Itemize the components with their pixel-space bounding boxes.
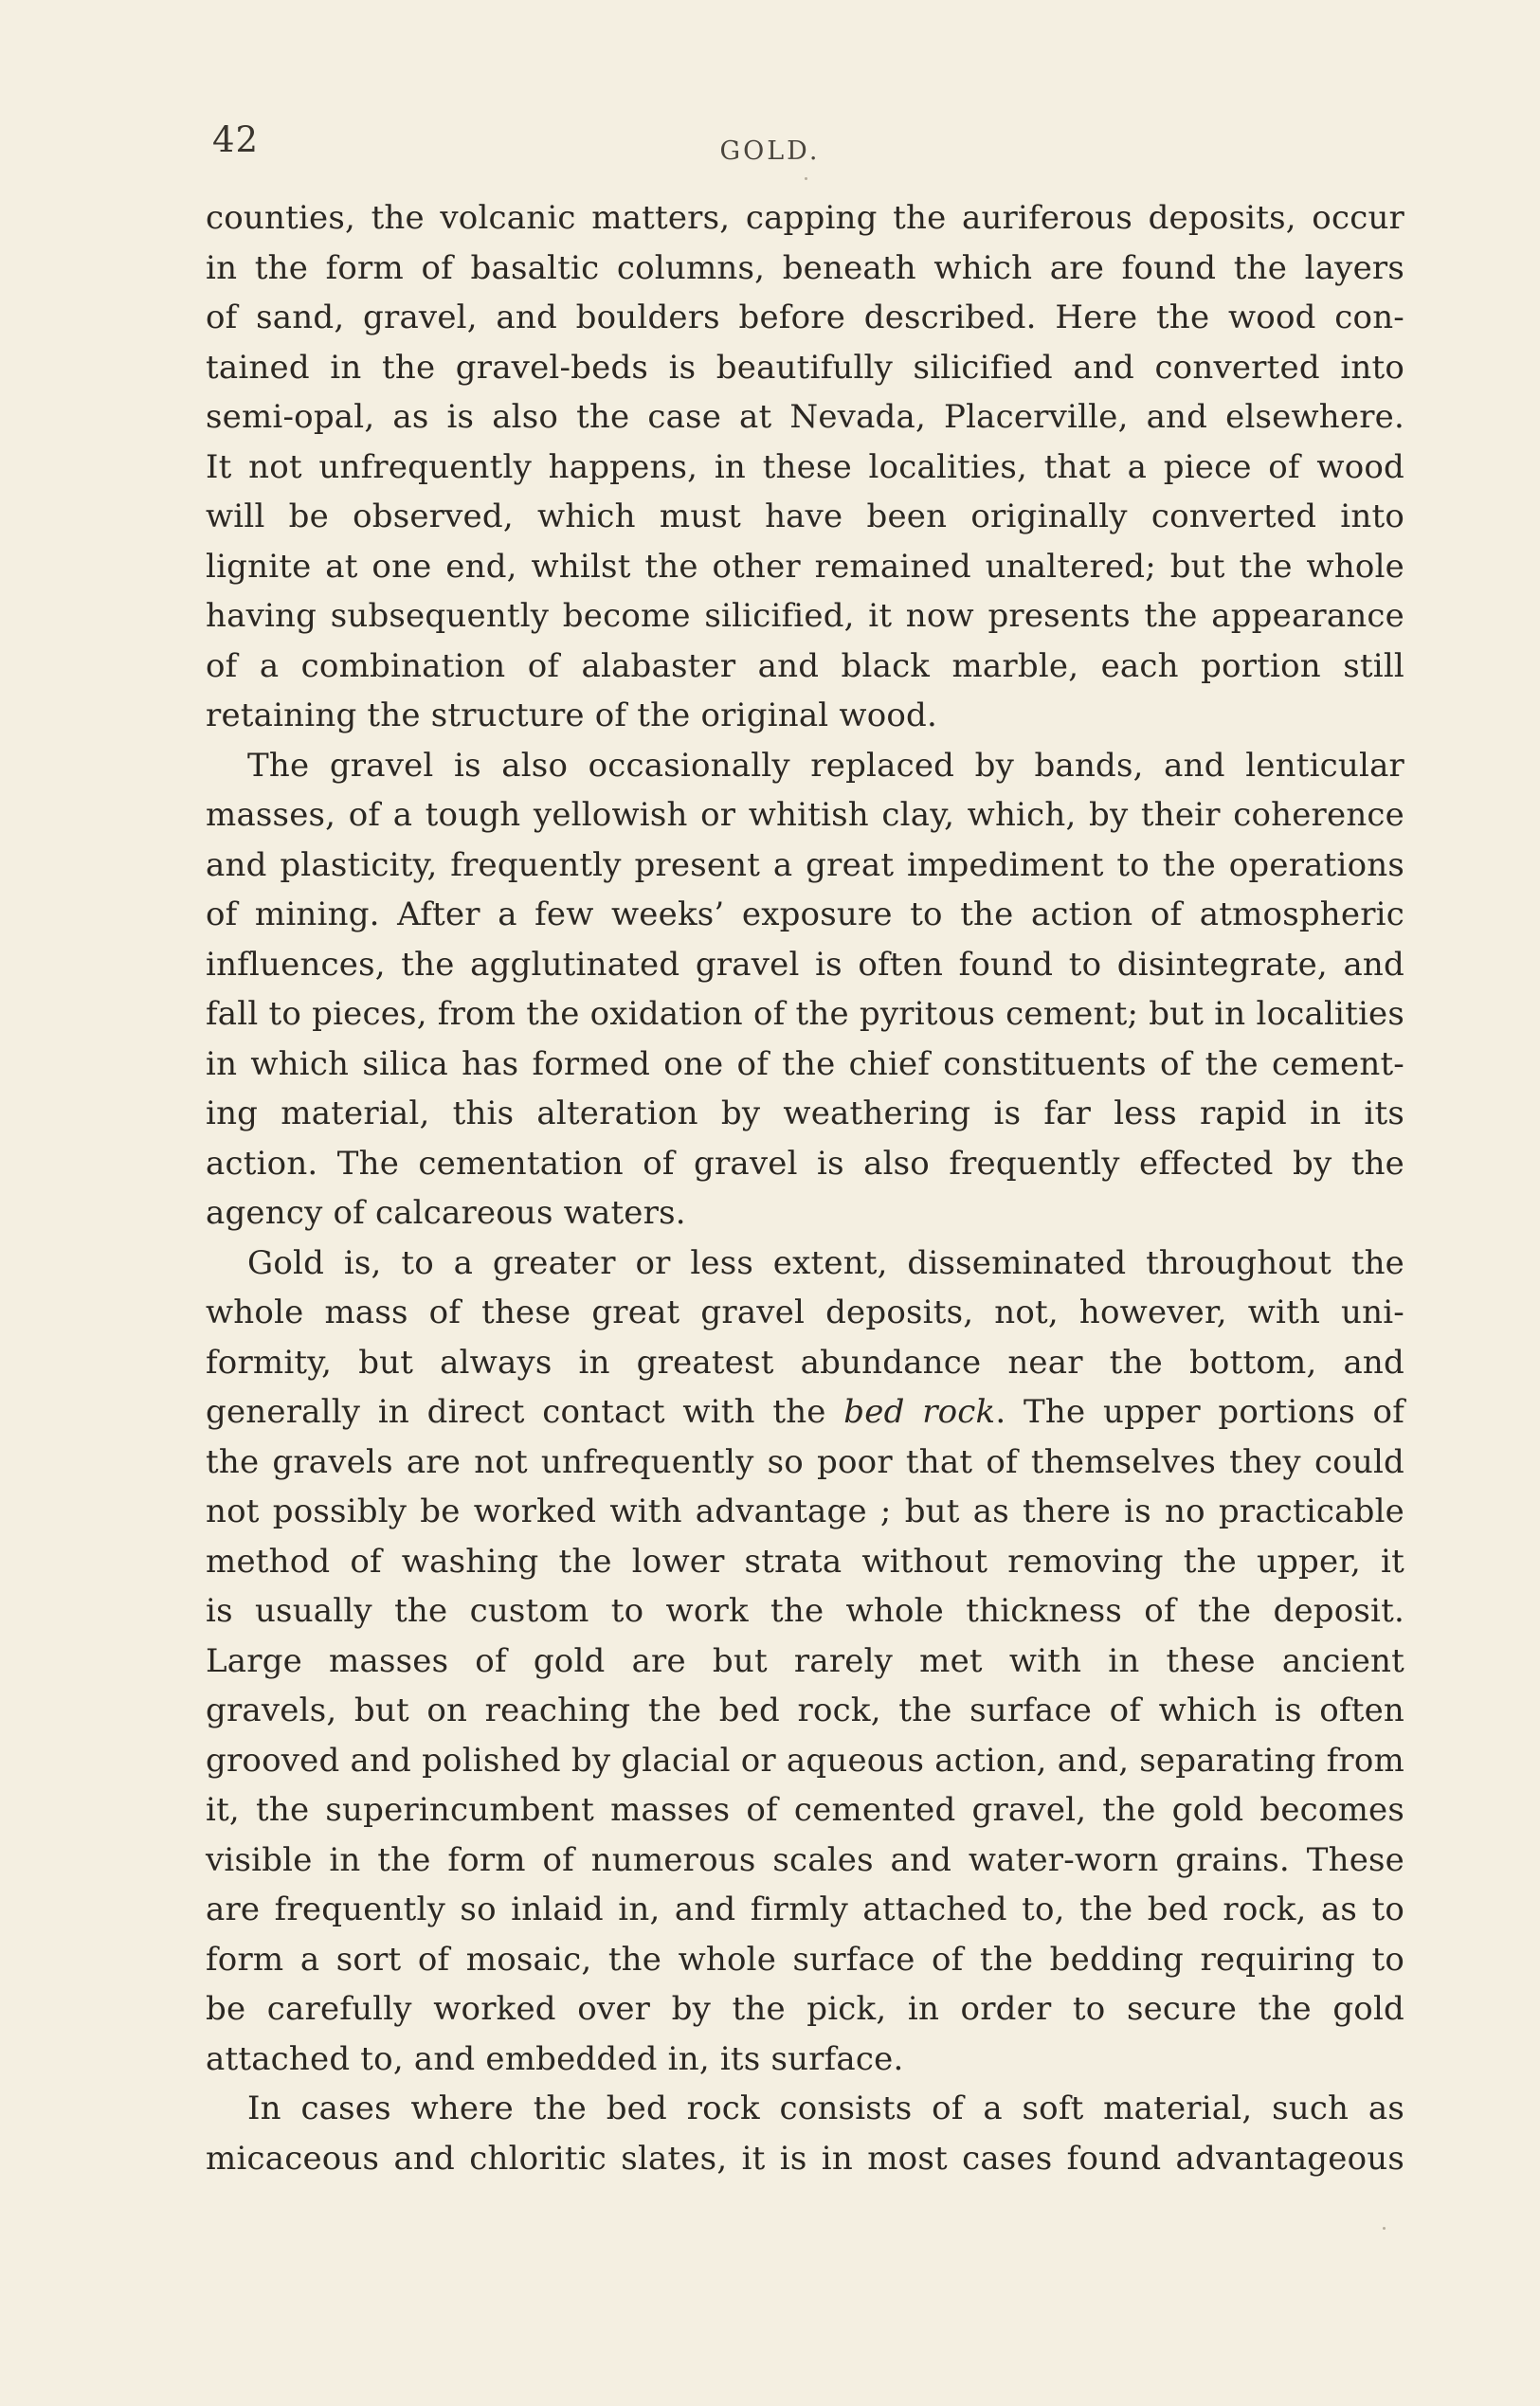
- text-line: formity, but always in greatest abundance near the bottom, and: [206, 1343, 1404, 1382]
- paper-speck: [1383, 2227, 1386, 2230]
- text-line: in which silica has formed one of the chief constituents of the cement-: [206, 1044, 1404, 1083]
- text-line: are frequently so inlaid in, and firmly attached to, the bed rock, as to: [206, 1890, 1404, 1928]
- text-line: masses, of a tough yellowish or whitish clay, which, by their coherence: [206, 796, 1404, 834]
- text-line: attached to, and embedded in, its surface.: [206, 2039, 904, 2078]
- body-text: [206, 193, 1404, 2183]
- text-line: The gravel is also occasionally replaced by bands, and lenticular: [247, 746, 1404, 785]
- text-line: ing material, this alteration by weathering is far less rapid in its: [206, 1094, 1404, 1132]
- text-line: having subsequently become silicified, it now presents the appearance: [206, 597, 1404, 635]
- text-line: influences, the agglutinated gravel is often found to disintegrate, and: [206, 945, 1404, 984]
- text-line: agency of calcareous waters.: [206, 1194, 686, 1232]
- text-line: lignite at one end, whilst the other remained unaltered; but the whole: [206, 547, 1404, 586]
- text-line: micaceous and chloritic slates, it is in most cases found advantageous: [206, 2139, 1404, 2178]
- text-line: Large masses of gold are but rarely met with in these ancient: [206, 1641, 1404, 1680]
- text-line: visible in the form of numerous scales and water-worn grains. These: [206, 1840, 1404, 1879]
- text-line: whole mass of these great gravel deposits, not, however, with uni-: [206, 1293, 1404, 1331]
- text-line: the gravels are not unfrequently so poor that of themselves they could: [206, 1442, 1404, 1481]
- text-line: method of washing the lower strata without removing the upper, it: [206, 1542, 1404, 1581]
- paper-speck: [805, 177, 807, 180]
- text-line: in the form of basaltic columns, beneath which are found the layers: [206, 248, 1404, 287]
- text-line: tained in the gravel-beds is beautifully silicified and converted into: [206, 348, 1404, 387]
- running-title: GOLD.: [719, 136, 821, 166]
- text-line: gravels, but on reaching the bed rock, the surface of which is often: [206, 1691, 1404, 1729]
- text-line: of a combination of alabaster and black marble, each portion still: [206, 646, 1404, 685]
- text-line: Gold is, to a greater or less extent, disseminated throughout the: [247, 1243, 1404, 1282]
- text-line: form a sort of mosaic, the whole surface of the bedding requiring to: [206, 1940, 1404, 1979]
- text-line: counties, the volcanic matters, capping the auriferous deposits, occur: [206, 199, 1404, 237]
- text-line: It not unfrequently happens, in these localities, that a piece of wood: [206, 447, 1404, 486]
- text-line: be carefully worked over by the pick, in order to secure the gold: [206, 1990, 1404, 2028]
- text-line: retaining the structure of the original wood.: [206, 696, 938, 734]
- text-line: grooved and polished by glacial or aqueous action, and, separating from: [206, 1741, 1404, 1780]
- text-line: semi-opal, as is also the case at Nevada, Placerville, and elsewhere.: [206, 398, 1404, 436]
- text-line: is usually the custom to work the whole thickness of the deposit.: [206, 1592, 1404, 1630]
- text-line: fall to pieces, from the oxidation of the pyritous cement; but in localities: [206, 995, 1404, 1033]
- text-line: will be observed, which must have been originally converted into: [206, 497, 1404, 535]
- text-line: action. The cementation of gravel is also frequently effected by the: [206, 1144, 1404, 1183]
- text-line: and plasticity, frequently present a great impediment to the operations: [206, 845, 1404, 884]
- text-line: In cases where the bed rock consists of a soft material, such as: [247, 2089, 1404, 2127]
- text-line: of sand, gravel, and boulders before described. Here the wood con-: [206, 298, 1404, 336]
- text-line: of mining. After a few weeks’ exposure to the action of atmospheric: [206, 895, 1404, 933]
- italic-term: bed rock: [843, 1393, 996, 1431]
- text-line: generally in direct contact with the bed rock. The upper portions of: [206, 1393, 1404, 1431]
- page-number: 42: [212, 119, 260, 160]
- text-line: it, the superincumbent masses of cemented gravel, the gold becomes: [206, 1791, 1404, 1829]
- text-line: not possibly be worked with advantage ; but as there is no practicable: [206, 1492, 1404, 1530]
